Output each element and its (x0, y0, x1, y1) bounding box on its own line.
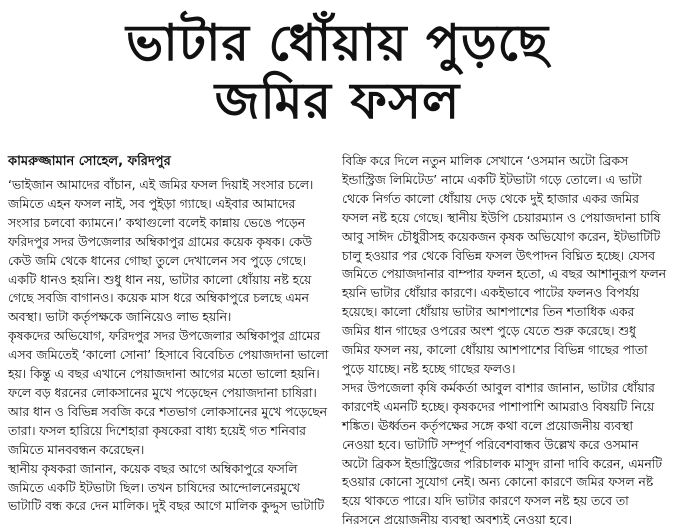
text-line: ইন্ডাস্ট্রিজ লিমিটেড’ নামে একটি ইটভাটা গড়ে তোলে। এ ভাটা (342, 172, 642, 187)
headline-line-2: জমির ফসল (214, 72, 461, 130)
text-line: ‘ভাইজান আমাদের বাঁচান, এই জমির ফসল দিয়াই সংসার চলে। (8, 178, 314, 192)
headline-line-1: ভাটার ধোঁয়ায় পুড়ছে (125, 14, 550, 72)
text-line: এসব জমিতেই ‘কালো সোনা’ হিসাবে বিবেচিত পেয়াজদানা ভালো (8, 348, 329, 363)
text-line: ভাটাটি বন্ধ করে দেন মালিক। দুই বছর আগে মালিক কুদ্দুস ভাটাটি (8, 499, 325, 514)
text-line: ফসল নষ্ট হয়ে গেছে। স্থানীয় ইউপি চেয়ারম্যান ও পেয়াজদানা চাষি (342, 210, 661, 225)
text-line: পুড়ে যাচ্ছে। নষ্ট হচ্ছে গাছের ফলও। (342, 361, 516, 376)
text-line: কৃষকদের অভিযোগ, ফরিদপুর সদর উপজেলার অম্বিকাপুর গ্রামের (8, 329, 321, 344)
text-line: কেউ জমি থেকে ধানের গোছা তুলে দেখালেন সব পুড়ে গেছে। (8, 253, 307, 268)
text-line: হয়নি ভাটার ধোঁয়ার কারণে। একইভাবে পাটের ফলনও বিপর্যয় (342, 286, 640, 301)
text-line: অবস্থা। ভাটা কর্তৃপক্ষকে জানিয়েও লাভ হয়নি। (8, 310, 232, 325)
text-line: সংসার চলবো ক্যামনে।’ কথাগুলো বলেই কান্নায় ভেঙে পড়েন (8, 215, 306, 230)
text-line: নেওয়া হবে। ভাটাটি সম্পূর্ণ পরিবেশবান্ধব উল্লেখ করে ওসমান (342, 437, 639, 452)
text-line: ফলে বড় ধরনের লোকসানের মুখে পড়েছেন পেয়াজদানা চাষিরা। (8, 385, 317, 400)
text-line: জমির ফসল নয়, কালো ধোঁয়ায় আশপাশের বিভিন্ন গাছের পাতা (342, 343, 648, 358)
text-line: তারা। ফসল হারিয়ে দিশেহারা কৃষকেরা বাধ্য হয়েই গত শনিবার (8, 423, 306, 438)
text-line: জমিতে এহন ফসল নাই, সব পুইড়া গ্যাছে। এইবার আমাদের (8, 196, 296, 211)
article-left-column (8, 176, 330, 512)
text-line: নিরসনে প্রয়োজনীয় ব্যবস্থা অবশ্যই নেওয়া হবে। (342, 513, 573, 528)
text-line: জমিতে একটি ইটভাটা ছিল। তখন চাষিদের আন্দোলনেরমুখে (8, 480, 300, 495)
headline (0, 0, 675, 146)
text-line: আবু সাঈদ চৌধুরীসহ কয়েকজন কৃষক অভিযোগ করেন, ইটভাটিটি (342, 229, 661, 244)
text-line: হয়েছে। কালো ধোঁয়ায় ভাটার আশপাশের তিন শতাধিক একর (342, 305, 635, 320)
text-line: হওয়ার কোনো সুযোগ নেই। অন্য কোনো কারণে জমির ফসল নষ্ট (342, 475, 654, 490)
text-line: জমিতে মানববন্ধন করেছেন। (8, 442, 145, 457)
text-line: চালু হওয়ার পর থেকে বিভিন্ন ফসল উৎপাদন বিঘ্নিত হচ্ছে। যেসব (342, 248, 655, 263)
text-line: শঙ্কিত। ঊর্ধ্বতন কর্তৃপক্ষের সঙ্গে কথা বলে প্রয়োজনীয় ব্যবস্থা (342, 418, 633, 433)
text-line: হয়। কিন্তু এ বছর এখানে পেয়াজদানা আগের মতো ভালো হয়নি। (8, 367, 320, 382)
text-line: আর ধান ও বিভিন্ন সবজি করে শতভাগ লোকসানের মুখে পড়েছেন (8, 404, 327, 419)
text-line: জমিতে পেয়াজদানার বাম্পার ফলন হতো, এ বছর আশানুরূপ ফলন (342, 267, 666, 282)
text-line: অটো ব্রিকস ইন্ডাস্ট্রিজের পরিচালক মাসুদ রানা দাবি করেন, এমনটি (342, 456, 662, 471)
text-line: ফরিদপুর সদর উপজেলার অম্বিকাপুর গ্রামের কয়েক কৃষক। কেউ (8, 234, 312, 249)
text-line: গেছে সবজি বাগানও। কয়েক মাস ধরে অম্বিকাপুরে চলছে এমন (8, 291, 309, 306)
text-line: হয়ে থাকতে পারে। যদি ভাটার কারণে ফসল নষ্ট হয় তবে তা (342, 494, 629, 509)
text-line: থেকে নির্গত কালো ধোঁয়ায় দেড় থেকে দুই হাজার একর জমির (342, 191, 639, 206)
text-line: একটি ধানও হয়নি। শুধু ধান নয়, ভাটার কালো ধোঁয়ায় নষ্ট হয়ে (8, 272, 312, 287)
text-line: কারণেই এমনটি হচ্ছে। কৃষকদের পাশাপাশি আমরাও বিষয়টি নিয়ে (342, 399, 655, 414)
text-line: স্থানীয় কৃষকরা জানান, কয়েক বছর আগে অম্বিকাপুরে ফসলি (8, 461, 298, 476)
text-line: জমির ধান গাছের ওপরের অংশ পুড়ে যেতে শুরু করেছে। শুধু (342, 324, 636, 339)
text-line: বিক্রি করে দিলে নতুন মালিক সেখানে ‘ওসমান অটো ব্রিকস (342, 154, 629, 168)
text-line: সদর উপজেলা কৃষি কর্মকর্তা আবুল বাশার জানান, ভাটার ধোঁয়ার (342, 380, 655, 395)
byline: কামরুজ্জামান সোহেল, ফরিদপুর (8, 154, 171, 169)
article-right-column (342, 152, 666, 528)
